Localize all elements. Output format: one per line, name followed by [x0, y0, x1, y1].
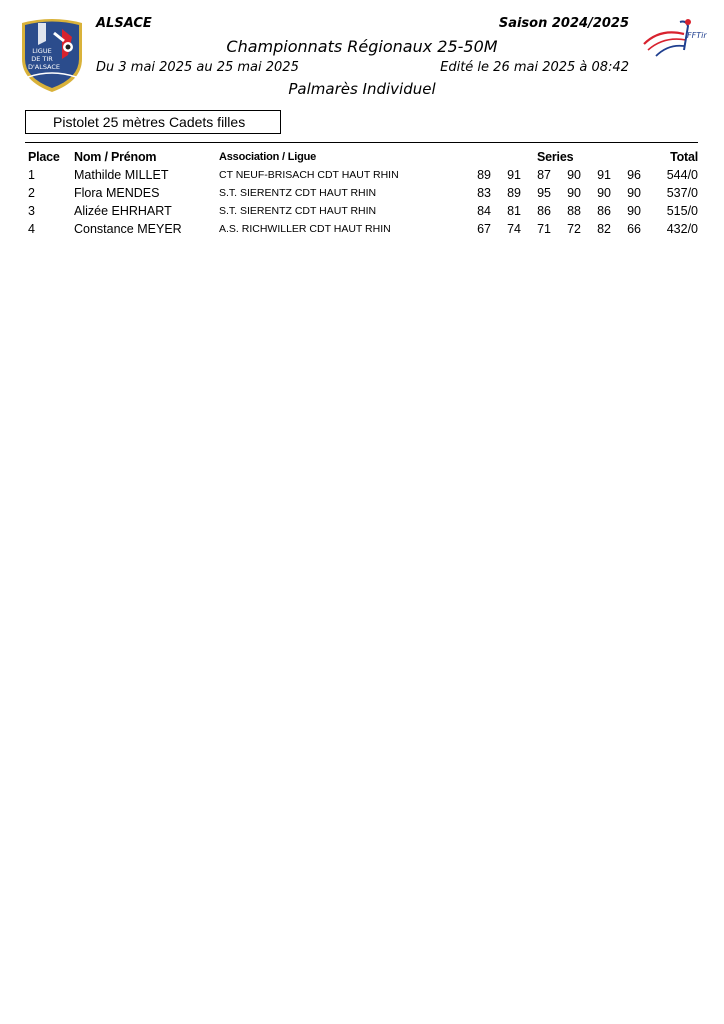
row-total: 537/0 [666, 186, 698, 200]
row-association: S.T. SIERENTZ CDT HAUT RHIN [219, 187, 377, 199]
logo-text-line-1: LIGUE [32, 47, 52, 55]
page-title: Championnats Régionaux 25-50M [226, 37, 498, 56]
row-total: 544/0 [666, 168, 698, 182]
row-association: S.T. SIERENTZ CDT HAUT RHIN [219, 205, 377, 217]
row-total: 432/0 [666, 222, 698, 236]
row-series-score: 90 [567, 186, 581, 200]
row-series-score: 72 [567, 222, 581, 236]
row-series-score: 90 [627, 186, 641, 200]
row-name: Flora MENDES [74, 186, 160, 200]
row-series-score: 71 [537, 222, 551, 236]
row-series-score: 67 [477, 222, 491, 236]
col-header-total: Total [670, 150, 698, 164]
row-series-score: 91 [507, 168, 521, 182]
row-place: 4 [28, 222, 35, 236]
row-series-score: 89 [507, 186, 521, 200]
row-place: 3 [28, 204, 35, 218]
page-subtitle: Palmarès Individuel [288, 80, 436, 98]
row-association: A.S. RICHWILLER CDT HAUT RHIN [219, 223, 391, 235]
col-header-name: Nom / Prénom [74, 150, 157, 164]
row-series-score: 91 [597, 168, 611, 182]
row-series-score: 90 [567, 168, 581, 182]
row-series-score: 83 [477, 186, 491, 200]
fftir-logo-text: FFTir [687, 31, 707, 40]
row-series-score: 89 [477, 168, 491, 182]
row-series-score: 84 [477, 204, 491, 218]
row-series-score: 95 [537, 186, 551, 200]
category-box: Pistolet 25 mètres Cadets filles [25, 110, 281, 134]
col-header-association: Association / Ligue [219, 151, 317, 163]
edited-timestamp: Edité le 26 mai 2025 à 08:42 [440, 60, 629, 75]
row-series-score: 90 [597, 186, 611, 200]
season-label: Saison 2024/2025 [498, 16, 629, 31]
row-name: Constance MEYER [74, 222, 182, 236]
fftir-logo [640, 14, 708, 60]
region-name: ALSACE [96, 16, 152, 31]
row-series-score: 66 [627, 222, 641, 236]
row-series-score: 82 [597, 222, 611, 236]
row-series-score: 90 [627, 204, 641, 218]
row-series-score: 86 [597, 204, 611, 218]
row-name: Mathilde MILLET [74, 168, 169, 182]
row-total: 515/0 [666, 204, 698, 218]
col-header-series: Series [537, 150, 574, 164]
row-series-score: 87 [537, 168, 551, 182]
row-series-score: 74 [507, 222, 521, 236]
event-dates: Du 3 mai 2025 au 25 mai 2025 [96, 60, 299, 75]
col-header-place: Place [28, 150, 60, 164]
row-series-score: 86 [537, 204, 551, 218]
row-series-score: 81 [507, 204, 521, 218]
logo-text-line-3: D'ALSACE [27, 63, 61, 71]
header-divider [25, 142, 698, 143]
row-series-score: 96 [627, 168, 641, 182]
row-association: CT NEUF-BRISACH CDT HAUT RHIN [219, 169, 399, 181]
row-series-score: 88 [567, 204, 581, 218]
row-place: 2 [28, 186, 35, 200]
logo-text-line-2: DE TIR [31, 55, 53, 63]
row-name: Alizée EHRHART [74, 204, 172, 218]
row-place: 1 [28, 168, 35, 182]
